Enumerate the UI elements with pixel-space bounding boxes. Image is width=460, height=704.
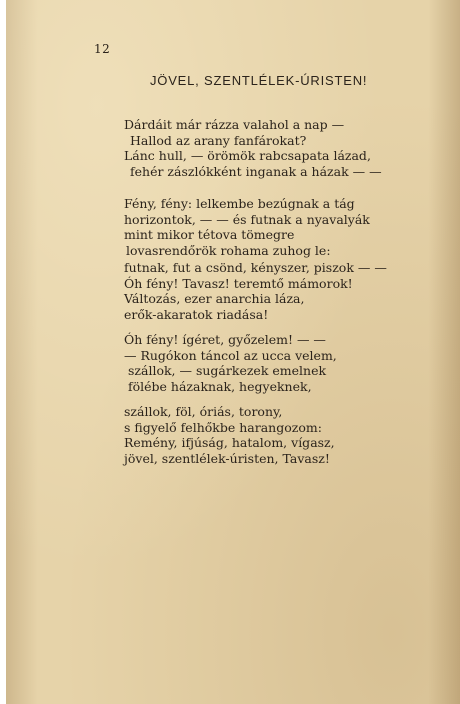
poem-line: Óh fény! ígéret, győzelem! — — xyxy=(124,332,326,347)
poem-line: — Rugókon táncol az ucca velem, xyxy=(124,347,337,363)
poem-line: Fény, fény: lelkembe bezúgnak a tág xyxy=(124,196,355,211)
poem-line: Változás, ezer anarchia láza, xyxy=(124,291,305,307)
poem-title: JÖVEL, SZENTLÉLEK-ÚRISTEN! xyxy=(150,73,368,88)
book-page xyxy=(6,0,460,704)
poem-line: mint mikor tétova tömegre xyxy=(124,227,295,243)
stanza-4 xyxy=(124,332,337,395)
stanza-5 xyxy=(124,404,335,467)
page-number: 12 xyxy=(94,42,111,56)
poem-line: szállok, — sugárkezek emelnek xyxy=(128,363,327,379)
poem-line: Óh fény! Tavasz! teremtő mámorok! xyxy=(124,275,353,291)
stanza-2 xyxy=(124,196,370,259)
poem-line: Lánc hull, — örömök rabcsapata lázad, xyxy=(124,148,371,164)
poem-line: fehér zászlókként inganak a házak — — xyxy=(130,164,382,180)
poem-line: Hallod az arany fanfárokat? xyxy=(130,132,307,148)
poem-line: Dárdáit már rázza valahol a nap — xyxy=(124,117,345,132)
poem-line: jövel, szentlélek-úristen, Tavasz! xyxy=(124,451,330,467)
poem-line: szállok, föl, óriás, torony, xyxy=(124,404,283,419)
poem-line: futnak, fut a csönd, kényszer, piszok — — xyxy=(124,260,387,275)
poem-line: fölébe házaknak, hegyeknek, xyxy=(128,379,312,395)
stanza-1 xyxy=(124,117,382,180)
poem-line: erők-akaratok riadása! xyxy=(124,307,269,323)
poem-line: Remény, ifjúság, hatalom, vígasz, xyxy=(124,435,335,451)
stanza-3 xyxy=(124,260,387,323)
poem-line: s figyelő felhőkbe harangozom: xyxy=(124,419,322,435)
poem-line: lovasrendőrök rohama zuhog le: xyxy=(126,243,331,259)
poem-line: horizontok, — — és futnak a nyavalyák xyxy=(124,211,370,227)
